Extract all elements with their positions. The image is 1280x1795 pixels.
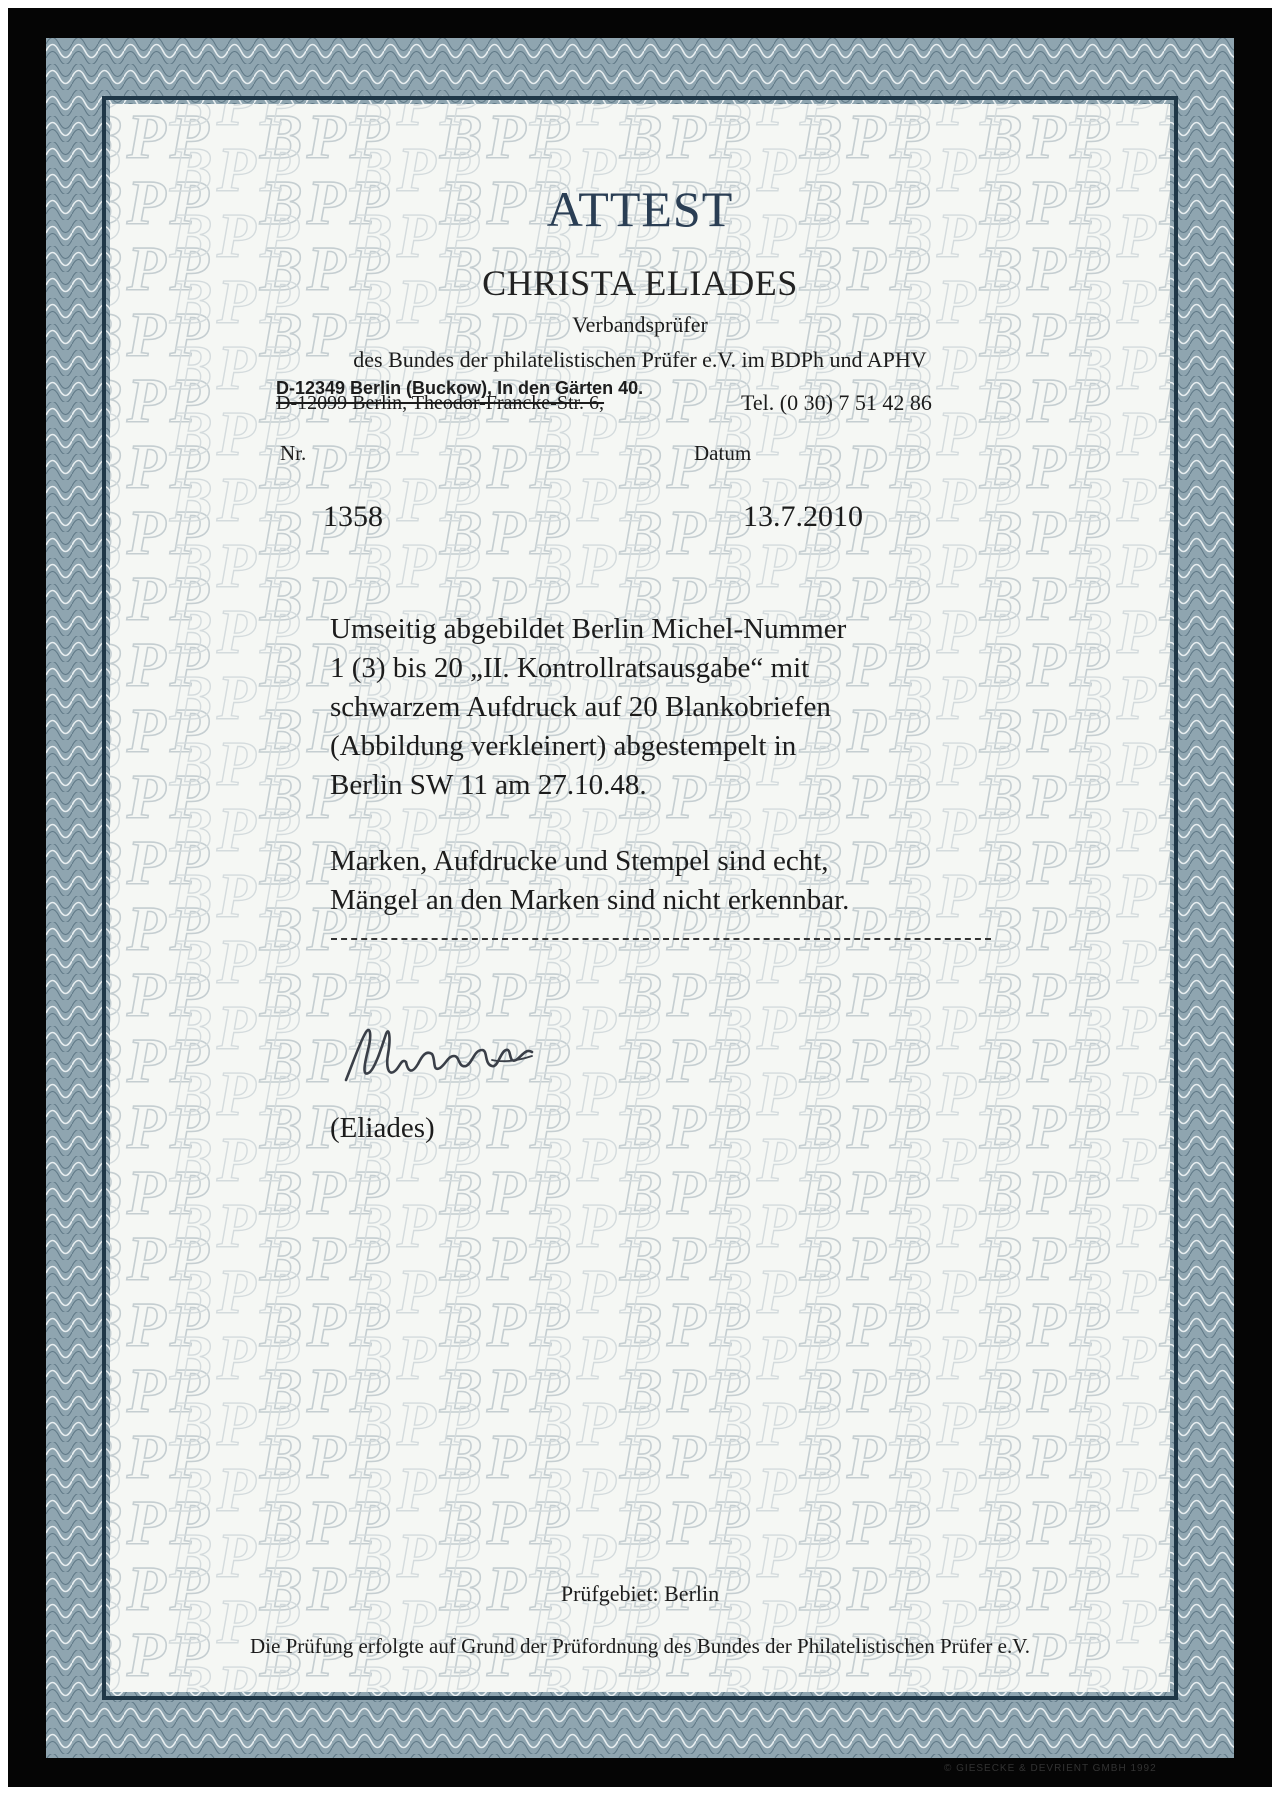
body-line: schwarzem Aufdruck auf 20 Blankobriefen xyxy=(330,691,831,723)
number-label: Nr. xyxy=(280,441,307,465)
certificate-number: 1358 xyxy=(323,500,383,533)
certificate-title: ATTEST xyxy=(546,181,734,237)
body-line: Marken, Aufdrucke und Stempel sind echt, xyxy=(330,845,829,877)
signature-name: (Eliades) xyxy=(330,1112,435,1144)
old-address: D-12099 Berlin, Theodor-Francke-Str. 6, xyxy=(276,392,605,414)
exam-field: Prüfgebiet: Berlin xyxy=(560,1581,720,1606)
body-line: (Abbildung verkleinert) abgestempelt in xyxy=(330,730,797,762)
phone-number: Tel. (0 30) 7 51 42 86 xyxy=(741,390,932,415)
footer-note: Die Prüfung erfolgte auf Grund der Prüfordnung des Bundes der Philatelistischen Prüfer e.V. xyxy=(250,1634,1030,1658)
printer-imprint: © GIESECKE & DEVRIENT GMBH 1992 xyxy=(944,1763,1157,1774)
body-line: Umseitig abgebildet Berlin Michel-Nummer xyxy=(330,613,847,645)
examiner-role: Verbandsprüfer xyxy=(572,312,708,337)
address-stamp: D-12349 Berlin (Buckow), In den Gärten 40. xyxy=(276,378,644,398)
examiner-name: CHRISTA ELIADES xyxy=(482,263,798,303)
body-line: Mängel an den Marken sind nicht erkennbar. xyxy=(330,884,850,916)
dashed-separator xyxy=(331,938,991,940)
certificate-date: 13.7.2010 xyxy=(743,500,863,533)
association-line: des Bundes der philatelistischen Prüfer e.V. im BDPh und APHV xyxy=(353,347,927,372)
body-line: 1 (3) bis 20 „II. Kontrollratsausgabe“ mit xyxy=(330,652,810,684)
date-label: Datum xyxy=(694,441,752,465)
body-line: Berlin SW 11 am 27.10.48. xyxy=(330,769,647,801)
handwritten-signature xyxy=(336,1020,596,1100)
